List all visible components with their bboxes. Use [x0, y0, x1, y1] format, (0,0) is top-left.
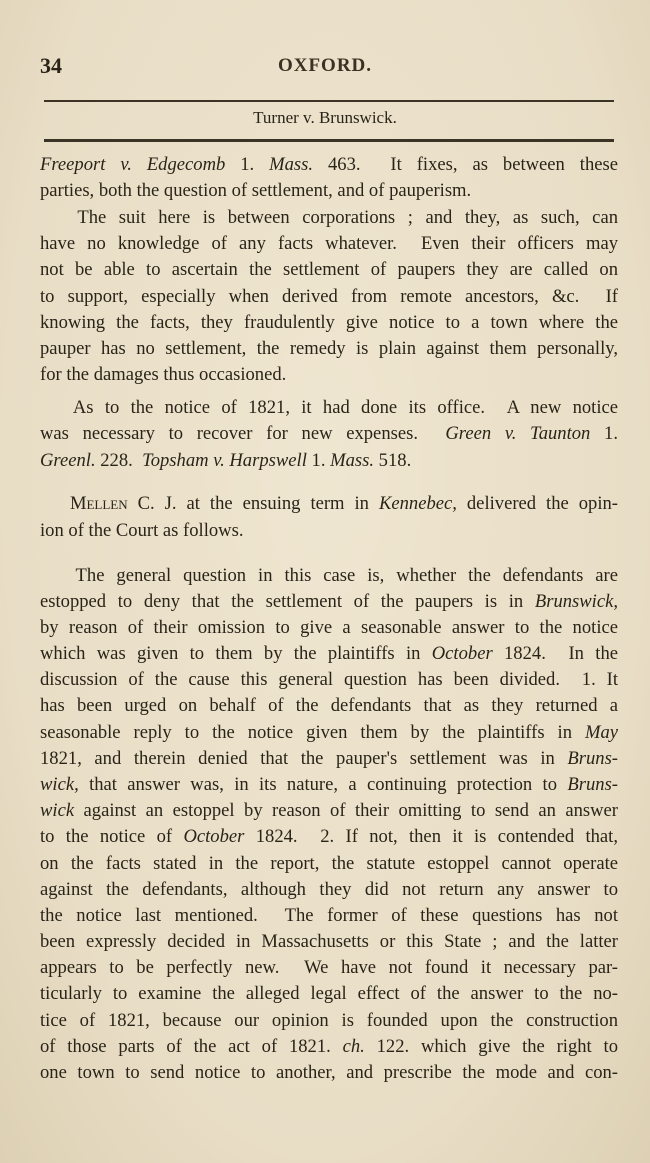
- text-line: [40, 364, 618, 386]
- text-segment: against the defendants, although they did not return any answer to: [40, 879, 618, 900]
- text-line: [40, 1062, 618, 1084]
- text-segment: on the facts stated in the report, the statute estoppel cannot operate: [40, 853, 618, 874]
- text-line: [40, 800, 618, 822]
- italic-text: Brunswick,: [534, 591, 618, 612]
- text-segment: pauper has no settlement, the remedy is plain against them personally,: [40, 338, 618, 359]
- text-segment: against an estoppel by reason of their omitting to send an answer: [74, 800, 618, 821]
- text-segment: 518.: [374, 450, 412, 471]
- text-segment: was necessary to recover for new expenses.: [40, 423, 446, 444]
- text-line: [40, 180, 618, 202]
- text-line: [40, 493, 618, 515]
- text-line: [40, 591, 618, 613]
- text-line: [40, 983, 618, 1005]
- text-line: [40, 1036, 618, 1058]
- text-line: [40, 565, 618, 587]
- italic-text: Mass.: [269, 154, 314, 175]
- text-segment: not be able to ascertain the settlement of paupers they are called on: [40, 259, 618, 280]
- text-segment: As to the notice of 1821, it had done its office. A new notice: [40, 397, 618, 418]
- text-segment: 1.: [306, 450, 331, 471]
- text-segment: The suit here is between corporations ; and they, as such, can: [40, 207, 618, 228]
- text-segment: 1.: [590, 423, 618, 444]
- italic-text: Kennebec,: [378, 493, 457, 514]
- text-line: [40, 722, 618, 744]
- text-segment: to the notice of: [40, 826, 184, 847]
- text-line: [40, 520, 618, 542]
- text-segment: discussion of the cause this general question has been divided. 1. It: [40, 669, 618, 690]
- text-line: [40, 423, 618, 445]
- text-line: [40, 774, 618, 796]
- text-segment: [40, 493, 70, 514]
- text-segment: 122. which give the right to: [364, 1036, 618, 1057]
- text-segment: 463. It fixes, as between these: [313, 154, 618, 175]
- text-segment: which was given to them by the plaintiffs in: [40, 643, 432, 664]
- header-rule-bottom: [44, 139, 614, 142]
- text-line: [40, 450, 618, 472]
- text-segment: tice of 1821, because our opinion is founded upon the construction: [40, 1010, 618, 1031]
- text-segment: 1821, and therein denied that the pauper's settlement was in: [40, 748, 568, 769]
- case-caption: Turner v. Brunswick.: [253, 108, 397, 127]
- text-line: [40, 669, 618, 691]
- text-segment: by reason of their omission to give a seasonable answer to the notice: [40, 617, 618, 638]
- text-line: [40, 312, 618, 334]
- italic-text: Greenl.: [40, 450, 96, 471]
- text-segment: has been urged on behalf of the defendants that as they returned a: [40, 695, 618, 716]
- text-segment: parties, both the question of settlement, and of pauperism.: [40, 180, 472, 201]
- text-line: [40, 695, 618, 717]
- text-line: [40, 1010, 618, 1032]
- text-line: [40, 397, 618, 419]
- text-line: [40, 931, 618, 953]
- text-line: [40, 233, 618, 255]
- italic-text: May: [584, 722, 618, 743]
- italic-text: October: [431, 643, 493, 664]
- text-line: [40, 207, 618, 229]
- italic-text: Freeport v. Edgecomb: [40, 154, 226, 175]
- text-segment: C. J. at the ensuing term in: [127, 493, 379, 514]
- text-segment: estopped to deny that the settlement of the paupers is in: [40, 591, 535, 612]
- text-segment: one town to send notice to another, and prescribe the mode and con-: [40, 1062, 618, 1083]
- text-segment: The general question in this case is, whether the defendants are: [40, 565, 618, 586]
- text-segment: 1.: [225, 154, 270, 175]
- running-title: OXFORD.: [277, 55, 373, 76]
- text-segment: been expressly decided in Massachusetts or this State ; and the latter: [40, 931, 618, 952]
- text-segment: appears to be perfectly new. We have not found it necessary par-: [40, 957, 618, 978]
- header-rule-top: [44, 100, 614, 102]
- text-segment: Mellen: [69, 493, 128, 514]
- text-segment: ticularly to examine the alleged legal effect of the answer to the no-: [40, 983, 618, 1004]
- text-line: [40, 826, 618, 848]
- text-segment: the notice last mentioned. The former of these questions has not: [40, 905, 618, 926]
- text-line: [40, 643, 618, 665]
- text-segment: 1824. In the: [492, 643, 618, 664]
- text-segment: for the damages thus occasioned.: [40, 364, 287, 385]
- page-number: 34: [40, 53, 62, 78]
- text-segment: 1824. 2. If not, then it is contended that,: [244, 826, 618, 847]
- italic-text: Mass.: [330, 450, 375, 471]
- text-line: [40, 154, 618, 176]
- italic-text: October: [183, 826, 245, 847]
- italic-text: wick: [40, 800, 75, 821]
- italic-text: Green v. Taunton: [445, 423, 591, 444]
- text-segment: 228.: [95, 450, 143, 471]
- text-segment: delivered the opin-: [456, 493, 618, 514]
- text-line: [40, 748, 618, 770]
- text-segment: to support, especially when derived from remote ancestors, &c. If: [40, 286, 618, 307]
- italic-text: Bruns-: [567, 748, 618, 769]
- text-segment: ion of the Court as follows.: [40, 520, 244, 541]
- text-line: [40, 259, 618, 281]
- italic-text: Bruns-: [567, 774, 618, 795]
- text-segment: seasonable reply to the notice given them by the plaintiffs in: [40, 722, 585, 743]
- text-line: [40, 853, 618, 875]
- text-line: [40, 879, 618, 901]
- text-line: [40, 617, 618, 639]
- italic-text: wick,: [40, 774, 79, 795]
- italic-text: ch.: [342, 1036, 365, 1057]
- text-line: [40, 286, 618, 308]
- text-segment: have no knowledge of any facts whatever. Even their officers may: [40, 233, 618, 254]
- text-segment: that answer was, in its nature, a continuing protection to: [78, 774, 568, 795]
- text-line: [40, 957, 618, 979]
- text-segment: knowing the facts, they fraudulently give notice to a town where the: [40, 312, 618, 333]
- text-segment: of those parts of the act of 1821.: [40, 1036, 343, 1057]
- text-line: [40, 338, 618, 360]
- italic-text: Topsham v. Harpswell: [142, 450, 307, 471]
- text-line: [40, 905, 618, 927]
